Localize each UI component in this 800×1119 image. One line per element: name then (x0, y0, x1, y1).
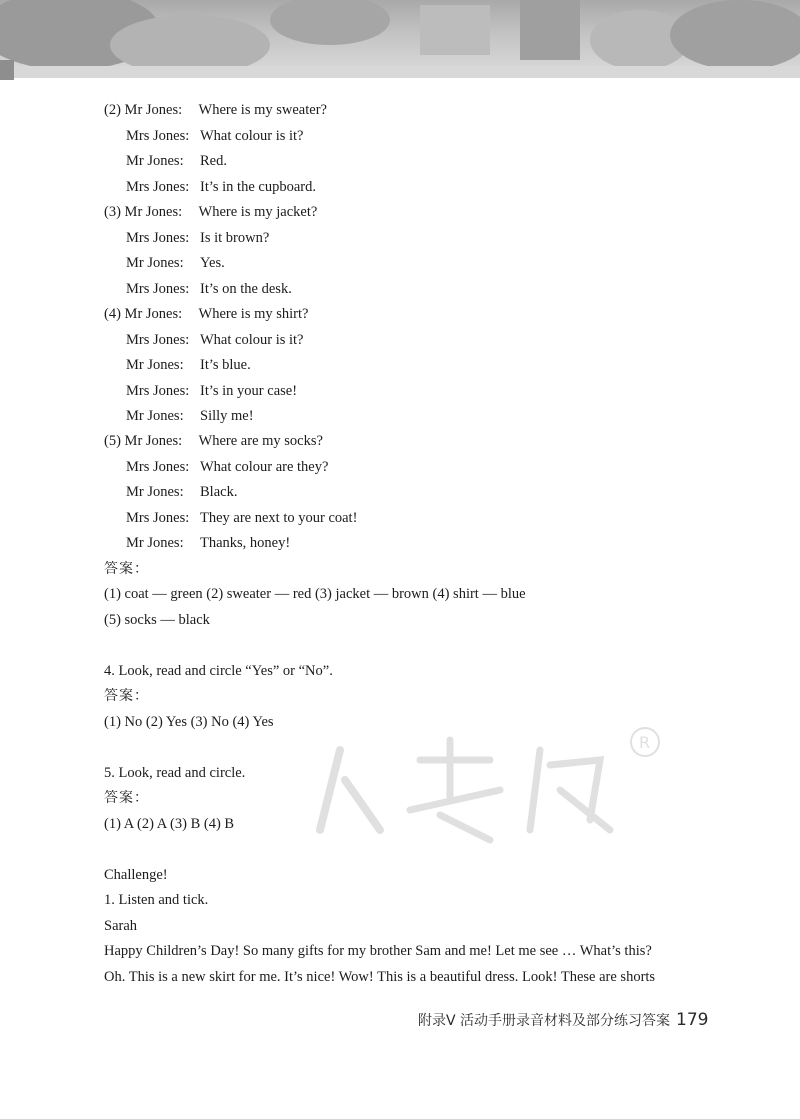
exercise-instruction: 1. Listen and tick. (104, 892, 209, 908)
dialogue-line: (2) Mr Jones: Where is my sweater? (104, 102, 327, 118)
section-heading: 4. Look, read and circle “Yes” or “No”. (104, 663, 333, 679)
paragraph-line: Happy Children’s Day! So many gifts for my brother Sam and me! Let me see … What’s this? (104, 943, 652, 959)
page-number: 179 (676, 1010, 709, 1030)
dialogue-line: (5) Mr Jones: Where are my socks? (104, 433, 323, 449)
dialogue-line: Mr Jones: Silly me! (126, 408, 254, 424)
dialogue-line: Mrs Jones: What colour are they? (126, 459, 329, 475)
answer-label: 答案： (104, 688, 149, 704)
dialogue-line: Mrs Jones: What colour is it? (126, 332, 304, 348)
dialogue-line: Mrs Jones: Is it brown? (126, 230, 270, 246)
dialogue-line: Mrs Jones: It’s in your case! (126, 383, 298, 399)
dialogue-line: Mrs Jones: What colour is it? (126, 128, 304, 144)
answer-label: 答案： (104, 561, 149, 577)
dialogue-line: Mr Jones: It’s blue. (126, 357, 251, 373)
answer-text: (5) socks — black (104, 612, 210, 628)
answer-text: (1) coat — green (2) sweater — red (3) jacket — brown (4) shirt — blue (104, 586, 526, 602)
dialogue-line: Mr Jones: Thanks, honey! (126, 535, 291, 551)
dialogue-line: Mrs Jones: It’s in the cupboard. (126, 179, 316, 195)
section-heading: 5. Look, read and circle. (104, 765, 246, 781)
answer-text: (1) No (2) Yes (3) No (4) Yes (104, 714, 274, 730)
footer-label: 附录V 活动手册录音材料及部分练习答案 (418, 1013, 671, 1029)
dialogue-line: Mrs Jones: They are next to your coat! (126, 510, 358, 526)
svg-text:R: R (639, 733, 651, 752)
dialogue-line: (4) Mr Jones: Where is my shirt? (104, 306, 309, 322)
dialogue-line: Mrs Jones: It’s on the desk. (126, 281, 292, 297)
paragraph-line: Oh. This is a new skirt for me. It’s nice! Wow! This is a beautiful dress. Look! These are shorts (104, 969, 656, 985)
dialogue-line: Mr Jones: Red. (126, 153, 227, 169)
section-heading: Challenge! (104, 867, 168, 883)
dialogue-line: (3) Mr Jones: Where is my jacket? (104, 204, 318, 220)
dialogue-line: Mr Jones: Yes. (126, 255, 225, 271)
speaker-name: Sarah (104, 918, 138, 934)
answer-text: (1) A (2) A (3) B (4) B (104, 816, 235, 832)
page-footer (418, 1010, 708, 1031)
answer-label: 答案： (104, 790, 149, 806)
dialogue-line: Mr Jones: Black. (126, 484, 238, 500)
